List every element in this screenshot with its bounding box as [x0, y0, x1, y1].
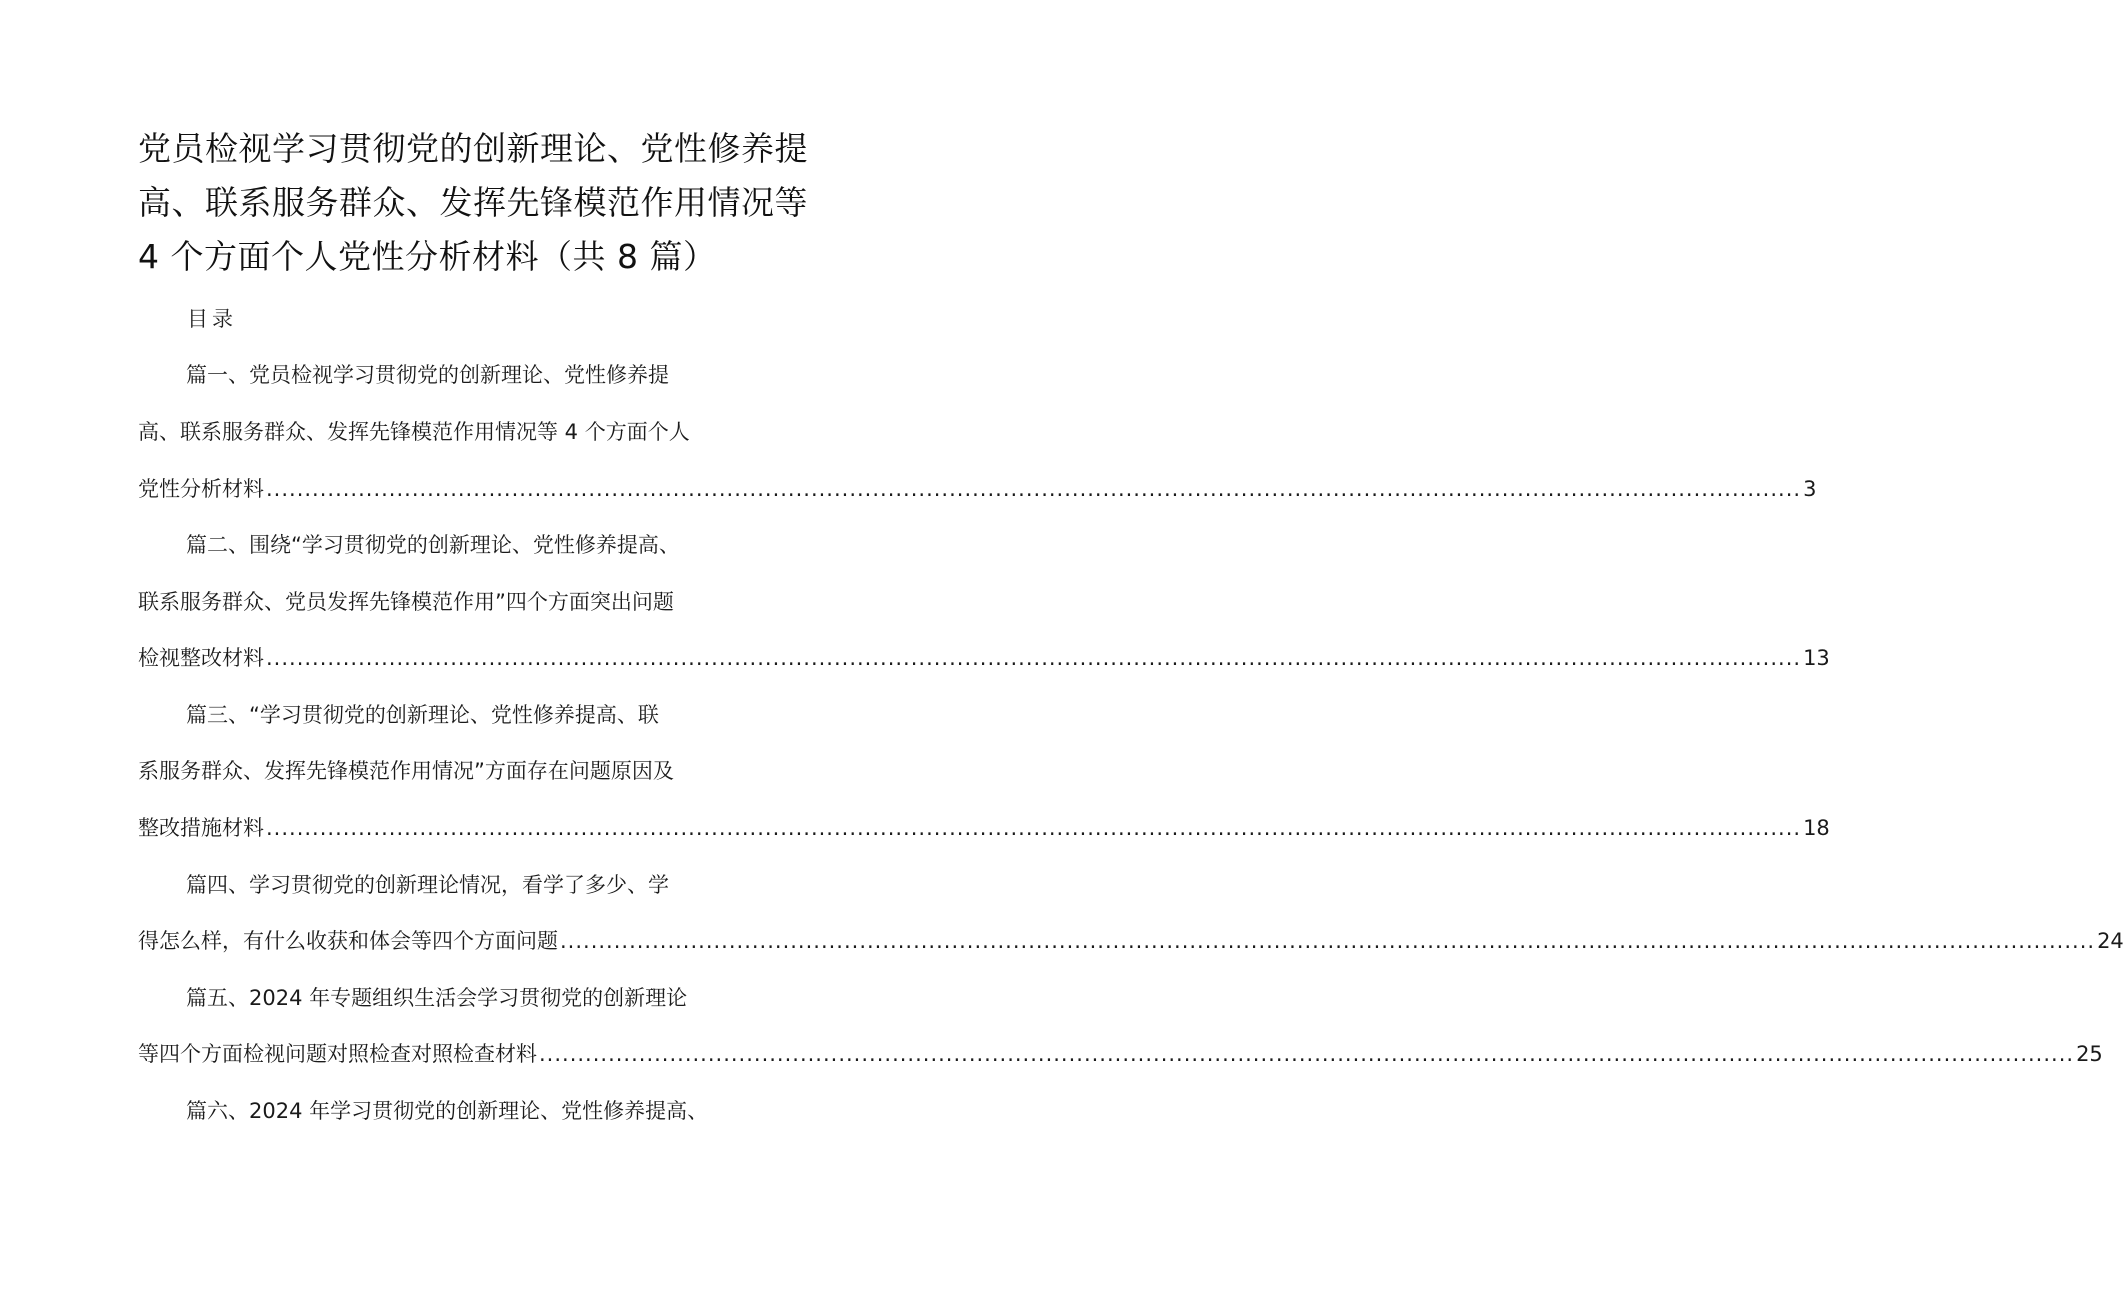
- toc-entry-3-page: 18: [1803, 816, 1830, 840]
- toc-entry-1-line-3[interactable]: [138, 472, 1817, 506]
- toc-leader-dots: ........................................................................................................................................................................................................: [266, 816, 1802, 840]
- toc-entry-6-line-1[interactable]: 篇六、2024 年学习贯彻党的创新理论、党性修养提高、: [186, 1099, 709, 1123]
- toc-heading: 目录: [187, 307, 237, 331]
- toc-entry-1-page: 3: [1803, 477, 1817, 501]
- toc-entry-2-line-3[interactable]: [138, 641, 1830, 675]
- toc-entry-3-text: 整改措施材料: [138, 816, 264, 840]
- document-title: [138, 122, 808, 284]
- toc-entry-3-line-3[interactable]: [138, 811, 1830, 845]
- toc-entry-2-line-2[interactable]: 联系服务群众、党员发挥先锋模范作用”四个方面突出问题: [138, 590, 674, 614]
- title-line-1: 党员检视学习贯彻党的创新理论、党性修养提: [138, 129, 808, 168]
- toc-leader-dots: ........................................................................................................................................................................................................: [560, 929, 2096, 953]
- toc-entry-4-line-1[interactable]: 篇四、学习贯彻党的创新理论情况，看学了多少、学: [186, 873, 669, 897]
- toc-leader-dots: ........................................................................................................................................................................................................: [266, 477, 1802, 501]
- toc-entry-5-text: 等四个方面检视问题对照检查对照检查材料: [138, 1042, 537, 1066]
- toc-entry-3-line-2[interactable]: 系服务群众、发挥先锋模范作用情况”方面存在问题原因及: [138, 759, 674, 783]
- title-line-2: 高、联系服务群众、发挥先锋模范作用情况等: [138, 183, 808, 222]
- toc-entry-4-line-2[interactable]: [138, 924, 2124, 958]
- toc-entry-5-line-1[interactable]: 篇五、2024 年专题组织生活会学习贯彻党的创新理论: [186, 986, 688, 1010]
- toc-entry-5-page: 25: [2076, 1042, 2103, 1066]
- toc-entry-1-text: 党性分析材料: [138, 477, 264, 501]
- toc-entry-1-line-2[interactable]: 高、联系服务群众、发挥先锋模范作用情况等 4 个方面个人: [138, 420, 690, 444]
- toc-entry-3-line-1[interactable]: 篇三、“学习贯彻党的创新理论、党性修养提高、联: [186, 703, 659, 727]
- toc-entry-5-line-2[interactable]: [138, 1037, 2103, 1071]
- toc-entry-2-line-1[interactable]: 篇二、围绕“学习贯彻党的创新理论、党性修养提高、: [186, 533, 680, 557]
- toc-entry-4-page: 24: [2097, 929, 2124, 953]
- toc-entry-2-page: 13: [1803, 646, 1830, 670]
- toc-entry-2-text: 检视整改材料: [138, 646, 264, 670]
- toc-leader-dots: ........................................................................................................................................................................................................: [266, 646, 1802, 670]
- toc-leader-dots: ........................................................................................................................................................................................................: [539, 1042, 2075, 1066]
- title-line-3: 4 个方面个人党性分析材料（共 8 篇）: [138, 237, 717, 276]
- toc-entry-1-line-1[interactable]: 篇一、党员检视学习贯彻党的创新理论、党性修养提: [186, 363, 669, 387]
- toc-entry-4-text: 得怎么样，有什么收获和体会等四个方面问题: [138, 929, 558, 953]
